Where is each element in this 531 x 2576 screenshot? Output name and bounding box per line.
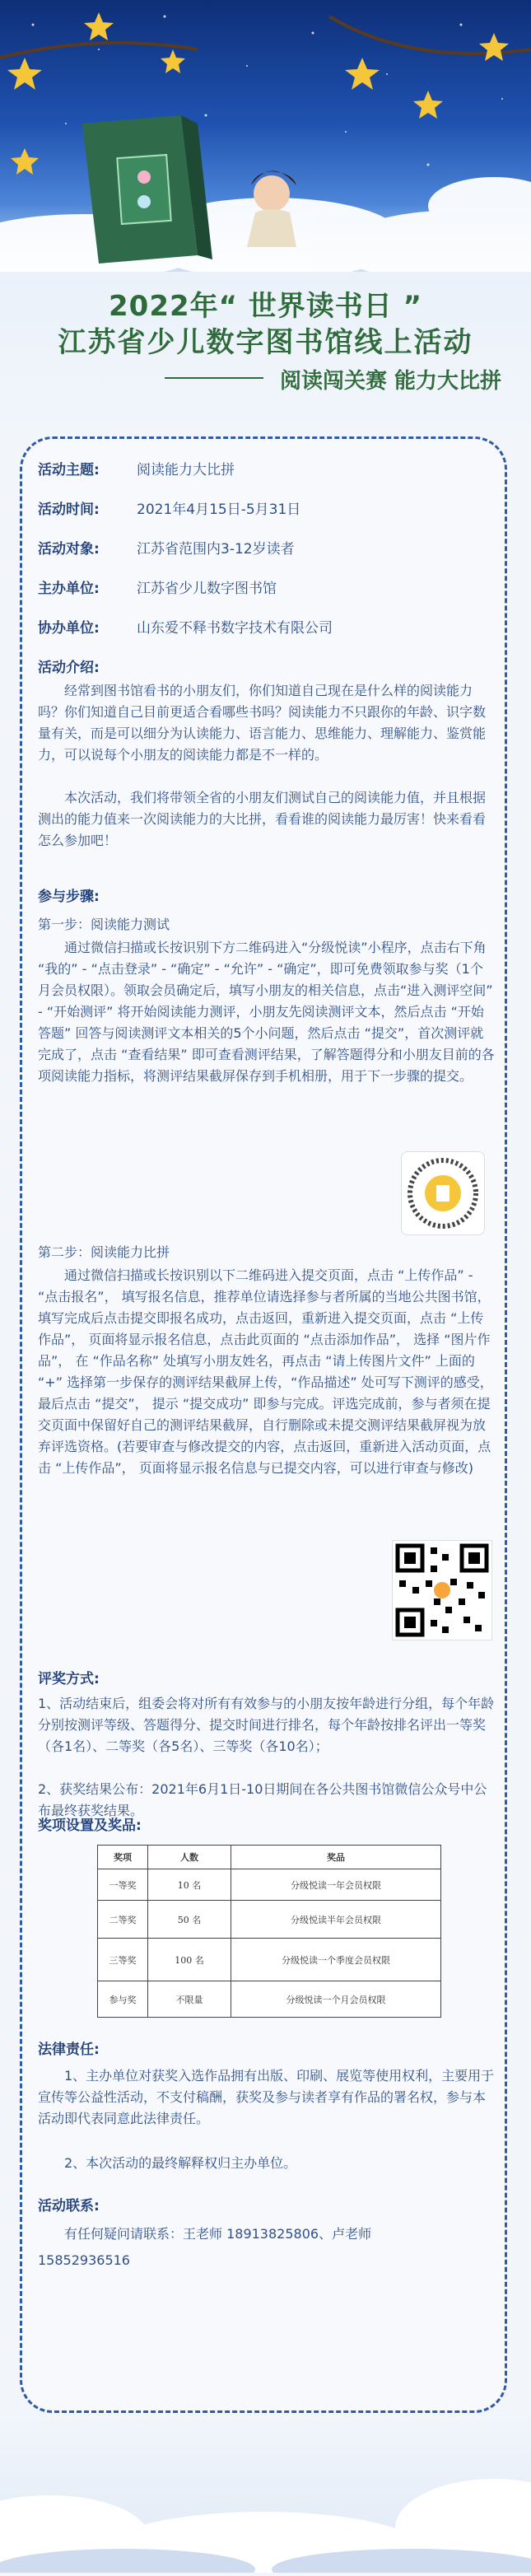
night-sky-illustration bbox=[0, 0, 531, 272]
info-value-co-host: 山东爱不释书数字技术有限公司 bbox=[137, 620, 333, 637]
prize-heading: 奖项设置及奖品: bbox=[38, 1818, 142, 1834]
steps-heading: 参与步骤: bbox=[38, 889, 100, 905]
info-label-theme: 活动主题: bbox=[38, 462, 100, 478]
table-cell: 分级悦读一年会员权限 bbox=[231, 1869, 441, 1901]
title-dash bbox=[165, 377, 263, 379]
table-row bbox=[98, 1901, 441, 1939]
legal-paragraph-1: 1、主办单位对获奖入选作品拥有出版、印刷、展览等使用权利，主要用于宣传等公益性活动，不支付稿酬，获奖及参与读者享有作品的署名权，参与本活动即代表同意此法律责任。 bbox=[38, 2068, 495, 2126]
info-value-target: 江苏省范围内3-12岁读者 bbox=[137, 541, 295, 558]
awards-paragraph-2: 2、获奖结果公布：2021年6月1日-10日期间在各公共图书馆微信公众号中公布最终获奖结果。 bbox=[38, 1781, 487, 1818]
info-value-host: 江苏省少儿数字图书馆 bbox=[137, 581, 277, 597]
footer-decoration bbox=[0, 2413, 531, 2573]
intro-paragraph-1: 经常到图书馆看书的小朋友们，你们知道自己现在是什么样的阅读能力吗？你们知道自己目前更适合看哪些书吗？阅读能力不只跟你的年龄、识字数量有关，而是可以细分为认读能力、语言能力、思维能力、理解能力、鉴赏能力，可以说每个小朋友的阅读能力都是不一样的。 bbox=[38, 683, 487, 763]
table-cell: 分级悦读一个月会员权限 bbox=[231, 1981, 441, 2018]
legal-heading: 法律责任: bbox=[38, 2042, 100, 2058]
table-header-cell: 奖品 bbox=[231, 1846, 441, 1869]
prize-table-header bbox=[98, 1846, 441, 1869]
table-cell: 10 名 bbox=[148, 1869, 231, 1901]
info-label-time: 活动时间: bbox=[38, 502, 100, 518]
title-section bbox=[0, 272, 531, 436]
info-label-co-host: 协办单位: bbox=[38, 620, 100, 637]
table-cell: 一等奖 bbox=[98, 1869, 148, 1901]
table-header-cell: 人数 bbox=[148, 1846, 231, 1869]
table-row bbox=[98, 1869, 441, 1901]
qr-code-icon bbox=[392, 1540, 492, 1640]
awards-paragraph-1: 1、活动结束后，组委会将对所有有效参与的小朋友按年龄进行分组，每个年龄分别按测评等级、答题得分、提交时间进行排名，每个年龄按排名评出一等奖（各1名）、二等奖（各5名）、三等奖（各10名）； bbox=[38, 1696, 495, 1754]
intro-paragraph-2: 本次活动，我们将带领全省的小朋友们测试自己的阅读能力值，并且根据测出的能力值来一次阅读能力的大比拼，看看谁的阅读能力最厉害！快来看看怎么参加吧！ bbox=[38, 790, 487, 848]
table-cell: 二等奖 bbox=[98, 1901, 148, 1939]
table-row bbox=[98, 1981, 441, 2018]
table-cell: 分级悦读一个季度会员权限 bbox=[231, 1939, 441, 1981]
step1-body: 通过微信扫描或长按识别下方二维码进入“分级悦读”小程序，点击右下角 “我的” - “点击登录” - “确定” - “允许” - “确定”，即可免费领取参与奖（1个月会员权限）。领取会员确定后，填写小朋友的相关信息，点击“进入测评空间” - “开始测评” 将开始阅读能力测评，小朋友先阅读测评文本，然后点击 “开始答题” 回答与阅读测评文本相关的5个小问题，然后点击 “提交”，首次测评就完成了，点击 “查看结果” 即可查看测评结果，了解答题得分和小朋友目前的各项阅读能力指标，将测评结果截屏保存到手机相册，用于下一步骤的提交。 bbox=[38, 940, 495, 1084]
info-value-theme: 阅读能力大比拼 bbox=[137, 462, 235, 478]
step1-title: 第一步：阅读能力测试 bbox=[38, 917, 170, 932]
table-cell: 三等奖 bbox=[98, 1939, 148, 1981]
contact-line-2: 15852936516 bbox=[38, 2252, 130, 2268]
table-header-cell: 奖项 bbox=[98, 1846, 148, 1869]
info-label-host: 主办单位: bbox=[38, 581, 100, 597]
cloud-illustration bbox=[0, 2413, 531, 2573]
contact-line-1: 有任何疑问请联系：王老师 18913825806、卢老师 bbox=[64, 2226, 372, 2242]
prize-table bbox=[97, 1845, 441, 2018]
book-illustration bbox=[82, 115, 212, 264]
table-cell: 100 名 bbox=[148, 1939, 231, 1981]
step2-body: 通过微信扫描或长按识别以下二维码进入提交页面，点击 “上传作品” - “点击报名”， 填写报名信息，推荐单位请选择参与者所属的当地公共图书馆，填写完成后点击提交即报名成功，点击返回，重新进入提交页面，点击 “上传作品”， 页面将显示报名信息，点击此页面的 “点击添加作品”， 选择 “图片作品”， 在 “作品名称” 处填写小朋友姓名，再点击 “请上传图片文件” 上面的 “+” 选择第一步保存的测评结果截屏上传，“作品描述” 处可写下测评的感受，最后点击 “提交”， 提示 “提交成功” 即参与完成。评选完成前，参与者须在提交页面中保留好自己的测评结果截屏，自行删除或未提交测评结果截屏视为放弃评选资格。(若要审查与修改提交的内容，点击返回，重新进入活动页面，点击 “上传作品”， 页面将显示报名信息与已提交内容，可以进行审查与修改) bbox=[38, 1267, 493, 1476]
legal-paragraph-2: 2、本次活动的最终解释权归主办单位。 bbox=[64, 2155, 297, 2171]
info-value-time: 2021年4月15日-5月31日 bbox=[137, 502, 301, 518]
table-row bbox=[98, 1939, 441, 1981]
header-illustration bbox=[0, 0, 531, 272]
title-line-3: 阅读闯关赛 能力大比拼 bbox=[279, 369, 501, 394]
intro-heading: 活动介绍: bbox=[38, 660, 100, 676]
star-icon bbox=[7, 12, 509, 175]
step2-title: 第二步：阅读能力比拼 bbox=[38, 1244, 170, 1260]
table-cell: 50 名 bbox=[148, 1901, 231, 1939]
table-cell: 不限量 bbox=[148, 1981, 231, 2018]
contact-heading: 活动联系: bbox=[38, 2198, 100, 2214]
awards-heading: 评奖方式: bbox=[38, 1671, 100, 1687]
mini-program-qr-icon bbox=[401, 1151, 485, 1235]
table-cell: 参与奖 bbox=[98, 1981, 148, 2018]
info-label-target: 活动对象: bbox=[38, 541, 100, 558]
title-line-2: 江苏省少儿数字图书馆线上活动 bbox=[58, 326, 473, 359]
table-cell: 分级悦读半年会员权限 bbox=[231, 1901, 441, 1939]
title-line-1: 2022年“ 世界读书日 ” bbox=[109, 290, 422, 323]
